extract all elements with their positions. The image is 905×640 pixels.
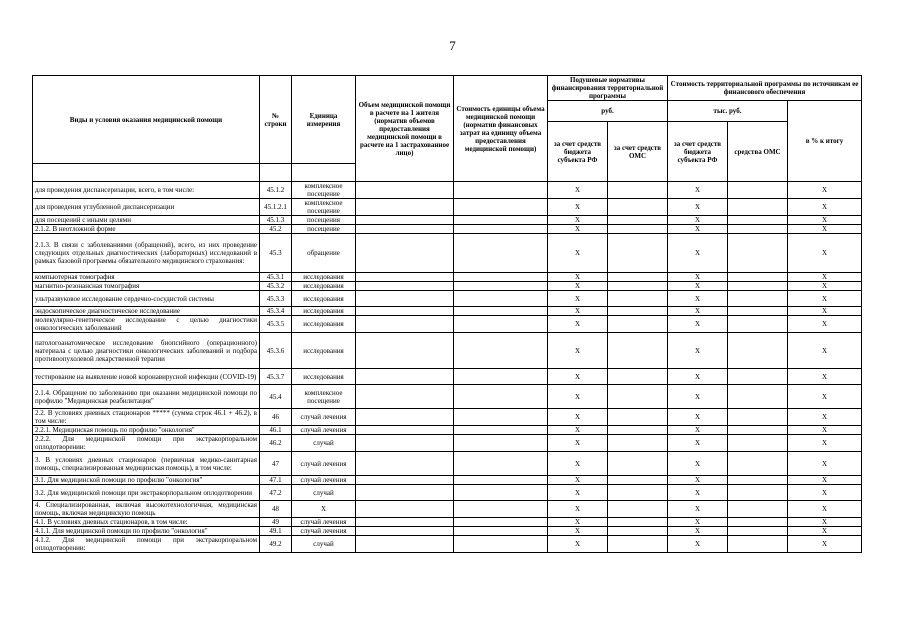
row-percapita-budget: X — [548, 536, 608, 553]
row-territorial-oms — [728, 234, 788, 273]
row-territorial-budget: X — [668, 409, 728, 426]
row-percapita-oms — [608, 282, 668, 291]
row-percent: X — [788, 291, 862, 307]
row-percapita-oms — [608, 216, 668, 225]
header-cost: Стоимость единицы объема медицинской помощи (норматив финансовых затрат на единицу объема предоставления медицинской помощи) — [454, 76, 548, 182]
row-name: патологоанатомическое исследование биопсийного (операционного) материала с целью диагностики онкологических заболеваний и подбора противоопухолевой лекарственной терапии — [33, 333, 260, 369]
row-cost — [454, 476, 548, 485]
row-territorial-oms — [728, 333, 788, 369]
table-row — [33, 307, 862, 316]
row-volume — [356, 426, 454, 435]
row-cost — [454, 273, 548, 282]
header-oms-2: средства ОМС — [728, 122, 788, 182]
row-percapita-oms — [608, 385, 668, 409]
row-name: 2.2.2. Для медицинской помощи при экстракорпоральном оплодотворении: — [33, 435, 260, 452]
row-percent: X — [788, 426, 862, 435]
row-name: 3. В условиях дневных стационаров (первичная медико-санитарная помощь, специализированная медицинская помощь), в том числе: — [33, 452, 260, 476]
row-percapita-budget: X — [548, 385, 608, 409]
row-name: 2.1.4. Обращение по заболеванию при оказании медицинской помощи по профилю "Медицинская реабилитация" — [33, 385, 260, 409]
row-territorial-oms — [728, 225, 788, 234]
row-percapita-budget: X — [548, 518, 608, 527]
row-volume — [356, 307, 454, 316]
row-percapita-budget: X — [548, 527, 608, 536]
row-territorial-oms — [728, 273, 788, 282]
row-territorial-budget: X — [668, 225, 728, 234]
row-volume — [356, 518, 454, 527]
row-percapita-budget: X — [548, 333, 608, 369]
row-unit: случай лечения — [292, 476, 356, 485]
row-cost — [454, 518, 548, 527]
row-number: 45.3 — [260, 234, 292, 273]
row-percapita-budget: X — [548, 426, 608, 435]
row-percapita-oms — [608, 234, 668, 273]
row-name: 4.1.2. Для медицинской помощи при экстракорпоральном оплодотворении: — [33, 536, 260, 553]
header-type-lower — [33, 164, 260, 182]
table-row — [33, 527, 862, 536]
row-name: 4.1.1. Для медицинской помощи по профилю "онкология" — [33, 527, 260, 536]
row-territorial-oms — [728, 536, 788, 553]
row-cost — [454, 369, 548, 385]
row-volume — [356, 452, 454, 476]
row-name: 2.1.2. В неотложной форме — [33, 225, 260, 234]
row-territorial-oms — [728, 385, 788, 409]
row-territorial-budget: X — [668, 199, 728, 216]
row-number: 46.2 — [260, 435, 292, 452]
row-territorial-budget: X — [668, 476, 728, 485]
row-territorial-oms — [728, 527, 788, 536]
row-number: 47.1 — [260, 476, 292, 485]
row-percent: X — [788, 316, 862, 333]
table-row — [33, 409, 862, 426]
row-volume — [356, 409, 454, 426]
row-number: 45.4 — [260, 385, 292, 409]
row-number: 49.1 — [260, 527, 292, 536]
row-unit: исследования — [292, 282, 356, 291]
row-percapita-oms — [608, 485, 668, 501]
header-budget: за счет средств бюджета субъекта РФ — [548, 122, 608, 182]
row-cost — [454, 385, 548, 409]
row-unit: случай лечения — [292, 527, 356, 536]
row-territorial-budget: X — [668, 234, 728, 273]
row-percapita-oms — [608, 333, 668, 369]
row-territorial-budget: X — [668, 501, 728, 518]
table-row — [33, 435, 862, 452]
header-row-number: № строки — [260, 76, 292, 164]
row-territorial-oms — [728, 409, 788, 426]
table-row — [33, 476, 862, 485]
row-cost — [454, 282, 548, 291]
row-territorial-oms — [728, 476, 788, 485]
row-percent: X — [788, 452, 862, 476]
table-row — [33, 385, 862, 409]
row-percent: X — [788, 409, 862, 426]
row-percapita-oms — [608, 476, 668, 485]
row-territorial-budget: X — [668, 182, 728, 199]
row-percent: X — [788, 273, 862, 282]
row-cost — [454, 225, 548, 234]
row-territorial-oms — [728, 452, 788, 476]
row-percapita-oms — [608, 316, 668, 333]
row-percent: X — [788, 225, 862, 234]
row-cost — [454, 485, 548, 501]
row-volume — [356, 182, 454, 199]
row-volume — [356, 527, 454, 536]
row-percapita-budget: X — [548, 282, 608, 291]
row-volume — [356, 476, 454, 485]
row-territorial-budget: X — [668, 291, 728, 307]
row-percapita-budget: X — [548, 452, 608, 476]
row-cost — [454, 199, 548, 216]
row-percapita-oms — [608, 225, 668, 234]
row-territorial-budget: X — [668, 282, 728, 291]
row-territorial-budget: X — [668, 307, 728, 316]
row-volume — [356, 536, 454, 553]
row-name: эндоскопическое диагностическое исследование — [33, 307, 260, 316]
row-number: 45.2 — [260, 225, 292, 234]
row-territorial-budget: X — [668, 333, 728, 369]
row-territorial-budget: X — [668, 369, 728, 385]
row-volume — [356, 282, 454, 291]
row-name: 4.1. В условиях дневных стационаров, в том числе: — [33, 518, 260, 527]
row-cost — [454, 182, 548, 199]
row-volume — [356, 435, 454, 452]
row-percapita-budget: X — [548, 291, 608, 307]
row-territorial-budget: X — [668, 536, 728, 553]
row-name: 3.1. Для медицинской помощи по профилю "онкология" — [33, 476, 260, 485]
row-cost — [454, 216, 548, 225]
row-percapita-oms — [608, 199, 668, 216]
row-number: 45.3.2 — [260, 282, 292, 291]
row-territorial-oms — [728, 501, 788, 518]
row-name: для проведения углубленной диспансеризации — [33, 199, 260, 216]
table-row — [33, 199, 862, 216]
row-territorial-oms — [728, 518, 788, 527]
row-territorial-budget: X — [668, 485, 728, 501]
table-row — [33, 536, 862, 553]
row-volume — [356, 225, 454, 234]
header-percent: в % к итогу — [788, 101, 862, 182]
table-row — [33, 369, 862, 385]
row-number: 45.3.1 — [260, 273, 292, 282]
row-territorial-oms — [728, 316, 788, 333]
row-percapita-budget: X — [548, 369, 608, 385]
row-volume — [356, 199, 454, 216]
row-territorial-budget: X — [668, 435, 728, 452]
row-unit: случай лечения — [292, 518, 356, 527]
row-number: 45.1.2.1 — [260, 199, 292, 216]
header-volume: Объем медицинской помощи в расчете на 1 жителя (норматив объемов предоставления медицинской помощи в расчете на 1 застрахованное лицо) — [356, 76, 454, 182]
table-row — [33, 485, 862, 501]
row-territorial-budget: X — [668, 316, 728, 333]
row-unit: случай лечения — [292, 409, 356, 426]
row-percapita-budget: X — [548, 225, 608, 234]
row-unit: случай — [292, 435, 356, 452]
row-percapita-budget: X — [548, 273, 608, 282]
row-cost — [454, 291, 548, 307]
row-volume — [356, 234, 454, 273]
row-percapita-oms — [608, 452, 668, 476]
table-row — [33, 225, 862, 234]
row-percapita-oms — [608, 426, 668, 435]
row-percent: X — [788, 199, 862, 216]
row-percent: X — [788, 216, 862, 225]
row-number: 46.1 — [260, 426, 292, 435]
row-volume — [356, 216, 454, 225]
row-unit: исследования — [292, 369, 356, 385]
table-body — [33, 182, 862, 553]
row-percapita-oms — [608, 435, 668, 452]
row-percapita-oms — [608, 536, 668, 553]
row-territorial-oms — [728, 182, 788, 199]
row-percapita-oms — [608, 291, 668, 307]
row-unit: посещение — [292, 225, 356, 234]
header-territorial-unit: тыс. руб. — [668, 101, 788, 122]
row-percent: X — [788, 385, 862, 409]
row-volume — [356, 291, 454, 307]
row-percapita-budget: X — [548, 409, 608, 426]
row-name: 2.1.3. В связи с заболеваниями (обращений), всего, из них проведение следующих отдельных диагностических (лабораторных) исследований в рамках базовой программы обязательного медицинского страхования: — [33, 234, 260, 273]
row-volume — [356, 485, 454, 501]
row-unit: случай лечения — [292, 452, 356, 476]
row-name: для посещений с иными целями — [33, 216, 260, 225]
row-percent: X — [788, 435, 862, 452]
row-territorial-budget: X — [668, 518, 728, 527]
row-percapita-oms — [608, 527, 668, 536]
row-number: 46 — [260, 409, 292, 426]
row-territorial-oms — [728, 282, 788, 291]
row-name: для проведения диспансеризации, всего, в том числе: — [33, 182, 260, 199]
row-percapita-budget: X — [548, 435, 608, 452]
row-percent: X — [788, 501, 862, 518]
row-percent: X — [788, 527, 862, 536]
page-number: 7 — [449, 38, 456, 53]
row-number: 45.1.2 — [260, 182, 292, 199]
row-percapita-oms — [608, 501, 668, 518]
row-cost — [454, 234, 548, 273]
header-territorial: Стоимость территориальной программы по источникам ее финансового обеспечения — [668, 76, 862, 101]
row-name: тестирование на выявление новой коронавирусной инфекции (COVID-19) — [33, 369, 260, 385]
row-cost — [454, 435, 548, 452]
row-number: 47.2 — [260, 485, 292, 501]
table-row — [33, 316, 862, 333]
table-row — [33, 234, 862, 273]
row-unit: обращение — [292, 234, 356, 273]
row-number: 45.1.3 — [260, 216, 292, 225]
row-percent: X — [788, 518, 862, 527]
row-percapita-oms — [608, 518, 668, 527]
row-name: ультразвуковое исследование сердечно-сосудистой системы — [33, 291, 260, 307]
row-territorial-oms — [728, 369, 788, 385]
row-cost — [454, 333, 548, 369]
header-type: Виды и условия оказания медицинской помощи — [33, 76, 260, 164]
row-percapita-oms — [608, 182, 668, 199]
row-volume — [356, 385, 454, 409]
row-percapita-oms — [608, 273, 668, 282]
row-percent: X — [788, 282, 862, 291]
financing-table — [32, 75, 862, 553]
row-territorial-budget: X — [668, 273, 728, 282]
row-percapita-budget: X — [548, 199, 608, 216]
table-row — [33, 452, 862, 476]
row-volume — [356, 501, 454, 518]
row-percapita-budget: X — [548, 216, 608, 225]
row-territorial-oms — [728, 485, 788, 501]
row-territorial-oms — [728, 291, 788, 307]
table-row — [33, 518, 862, 527]
header-unit-lower — [292, 164, 356, 182]
row-cost — [454, 316, 548, 333]
row-name: 2.2.1. Медицинская помощь по профилю "онкология" — [33, 426, 260, 435]
table-row — [33, 182, 862, 199]
row-territorial-oms — [728, 216, 788, 225]
row-cost — [454, 536, 548, 553]
row-number: 49 — [260, 518, 292, 527]
header-unit: Единица измерения — [292, 76, 356, 164]
row-percent: X — [788, 234, 862, 273]
row-territorial-budget: X — [668, 216, 728, 225]
row-unit: комплексное посещение — [292, 199, 356, 216]
header-per-capita: Подушевые нормативы финансирования территориальной программы — [548, 76, 668, 101]
row-number: 45.3.5 — [260, 316, 292, 333]
row-name: 4. Специализированная, включая высокотехнологичная, медицинская помощь, включая медицинскую помощь — [33, 501, 260, 518]
row-territorial-budget: X — [668, 426, 728, 435]
table-row — [33, 501, 862, 518]
row-percapita-budget: X — [548, 307, 608, 316]
table-row — [33, 273, 862, 282]
row-territorial-oms — [728, 307, 788, 316]
row-unit: исследования — [292, 307, 356, 316]
row-number: 49.2 — [260, 536, 292, 553]
row-volume — [356, 316, 454, 333]
row-name: молекулярно-генетическое исследование с целью диагностики онкологических заболеваний — [33, 316, 260, 333]
row-volume — [356, 369, 454, 385]
row-unit: исследования — [292, 291, 356, 307]
row-percapita-budget: X — [548, 476, 608, 485]
table-row — [33, 291, 862, 307]
row-percent: X — [788, 485, 862, 501]
row-unit: исследования — [292, 333, 356, 369]
row-percapita-oms — [608, 409, 668, 426]
row-cost — [454, 409, 548, 426]
row-territorial-oms — [728, 426, 788, 435]
row-territorial-budget: X — [668, 452, 728, 476]
row-percapita-budget: X — [548, 182, 608, 199]
row-volume — [356, 333, 454, 369]
row-unit: исследования — [292, 316, 356, 333]
row-number: 45.3.7 — [260, 369, 292, 385]
row-number: 48 — [260, 501, 292, 518]
table-row — [33, 333, 862, 369]
row-number: 45.3.6 — [260, 333, 292, 369]
row-unit: случай — [292, 536, 356, 553]
row-name: компьютерная томография — [33, 273, 260, 282]
row-percent: X — [788, 307, 862, 316]
row-percent: X — [788, 182, 862, 199]
row-percent: X — [788, 476, 862, 485]
row-unit: посещения — [292, 216, 356, 225]
table-row — [33, 282, 862, 291]
row-territorial-oms — [728, 435, 788, 452]
row-name: 3.2. Для медицинской помощи при экстракорпоральном оплодотворении — [33, 485, 260, 501]
row-volume — [356, 273, 454, 282]
row-cost — [454, 452, 548, 476]
row-territorial-budget: X — [668, 385, 728, 409]
row-territorial-oms — [728, 199, 788, 216]
row-cost — [454, 527, 548, 536]
row-percapita-budget: X — [548, 485, 608, 501]
row-name: 2.2. В условиях дневных стационаров ***** (сумма строк 46.1 + 46.2), в том числе: — [33, 409, 260, 426]
row-unit: комплексное посещение — [292, 182, 356, 199]
row-territorial-budget: X — [668, 527, 728, 536]
row-cost — [454, 307, 548, 316]
row-cost — [454, 426, 548, 435]
row-unit: X — [292, 501, 356, 518]
table-row — [33, 426, 862, 435]
row-percent: X — [788, 333, 862, 369]
row-cost — [454, 501, 548, 518]
row-percapita-budget: X — [548, 316, 608, 333]
header-oms: за счет средств ОМС — [608, 122, 668, 182]
row-number: 45.3.3 — [260, 291, 292, 307]
table-row — [33, 216, 862, 225]
row-unit: случай — [292, 485, 356, 501]
row-unit: комплексное посещение — [292, 385, 356, 409]
row-unit: исследования — [292, 273, 356, 282]
row-percent: X — [788, 369, 862, 385]
row-percapita-oms — [608, 369, 668, 385]
row-unit: случай лечения — [292, 426, 356, 435]
row-name: магнитно-резонансная томография — [33, 282, 260, 291]
row-percent: X — [788, 536, 862, 553]
row-number: 47 — [260, 452, 292, 476]
row-number: 45.3.4 — [260, 307, 292, 316]
row-percapita-budget: X — [548, 501, 608, 518]
header-budget-2: за счет средств бюджета субъекта РФ — [668, 122, 728, 182]
header-per-capita-unit: руб. — [548, 101, 668, 122]
header-row-number-lower — [260, 164, 292, 182]
row-percapita-oms — [608, 307, 668, 316]
row-percapita-budget: X — [548, 234, 608, 273]
